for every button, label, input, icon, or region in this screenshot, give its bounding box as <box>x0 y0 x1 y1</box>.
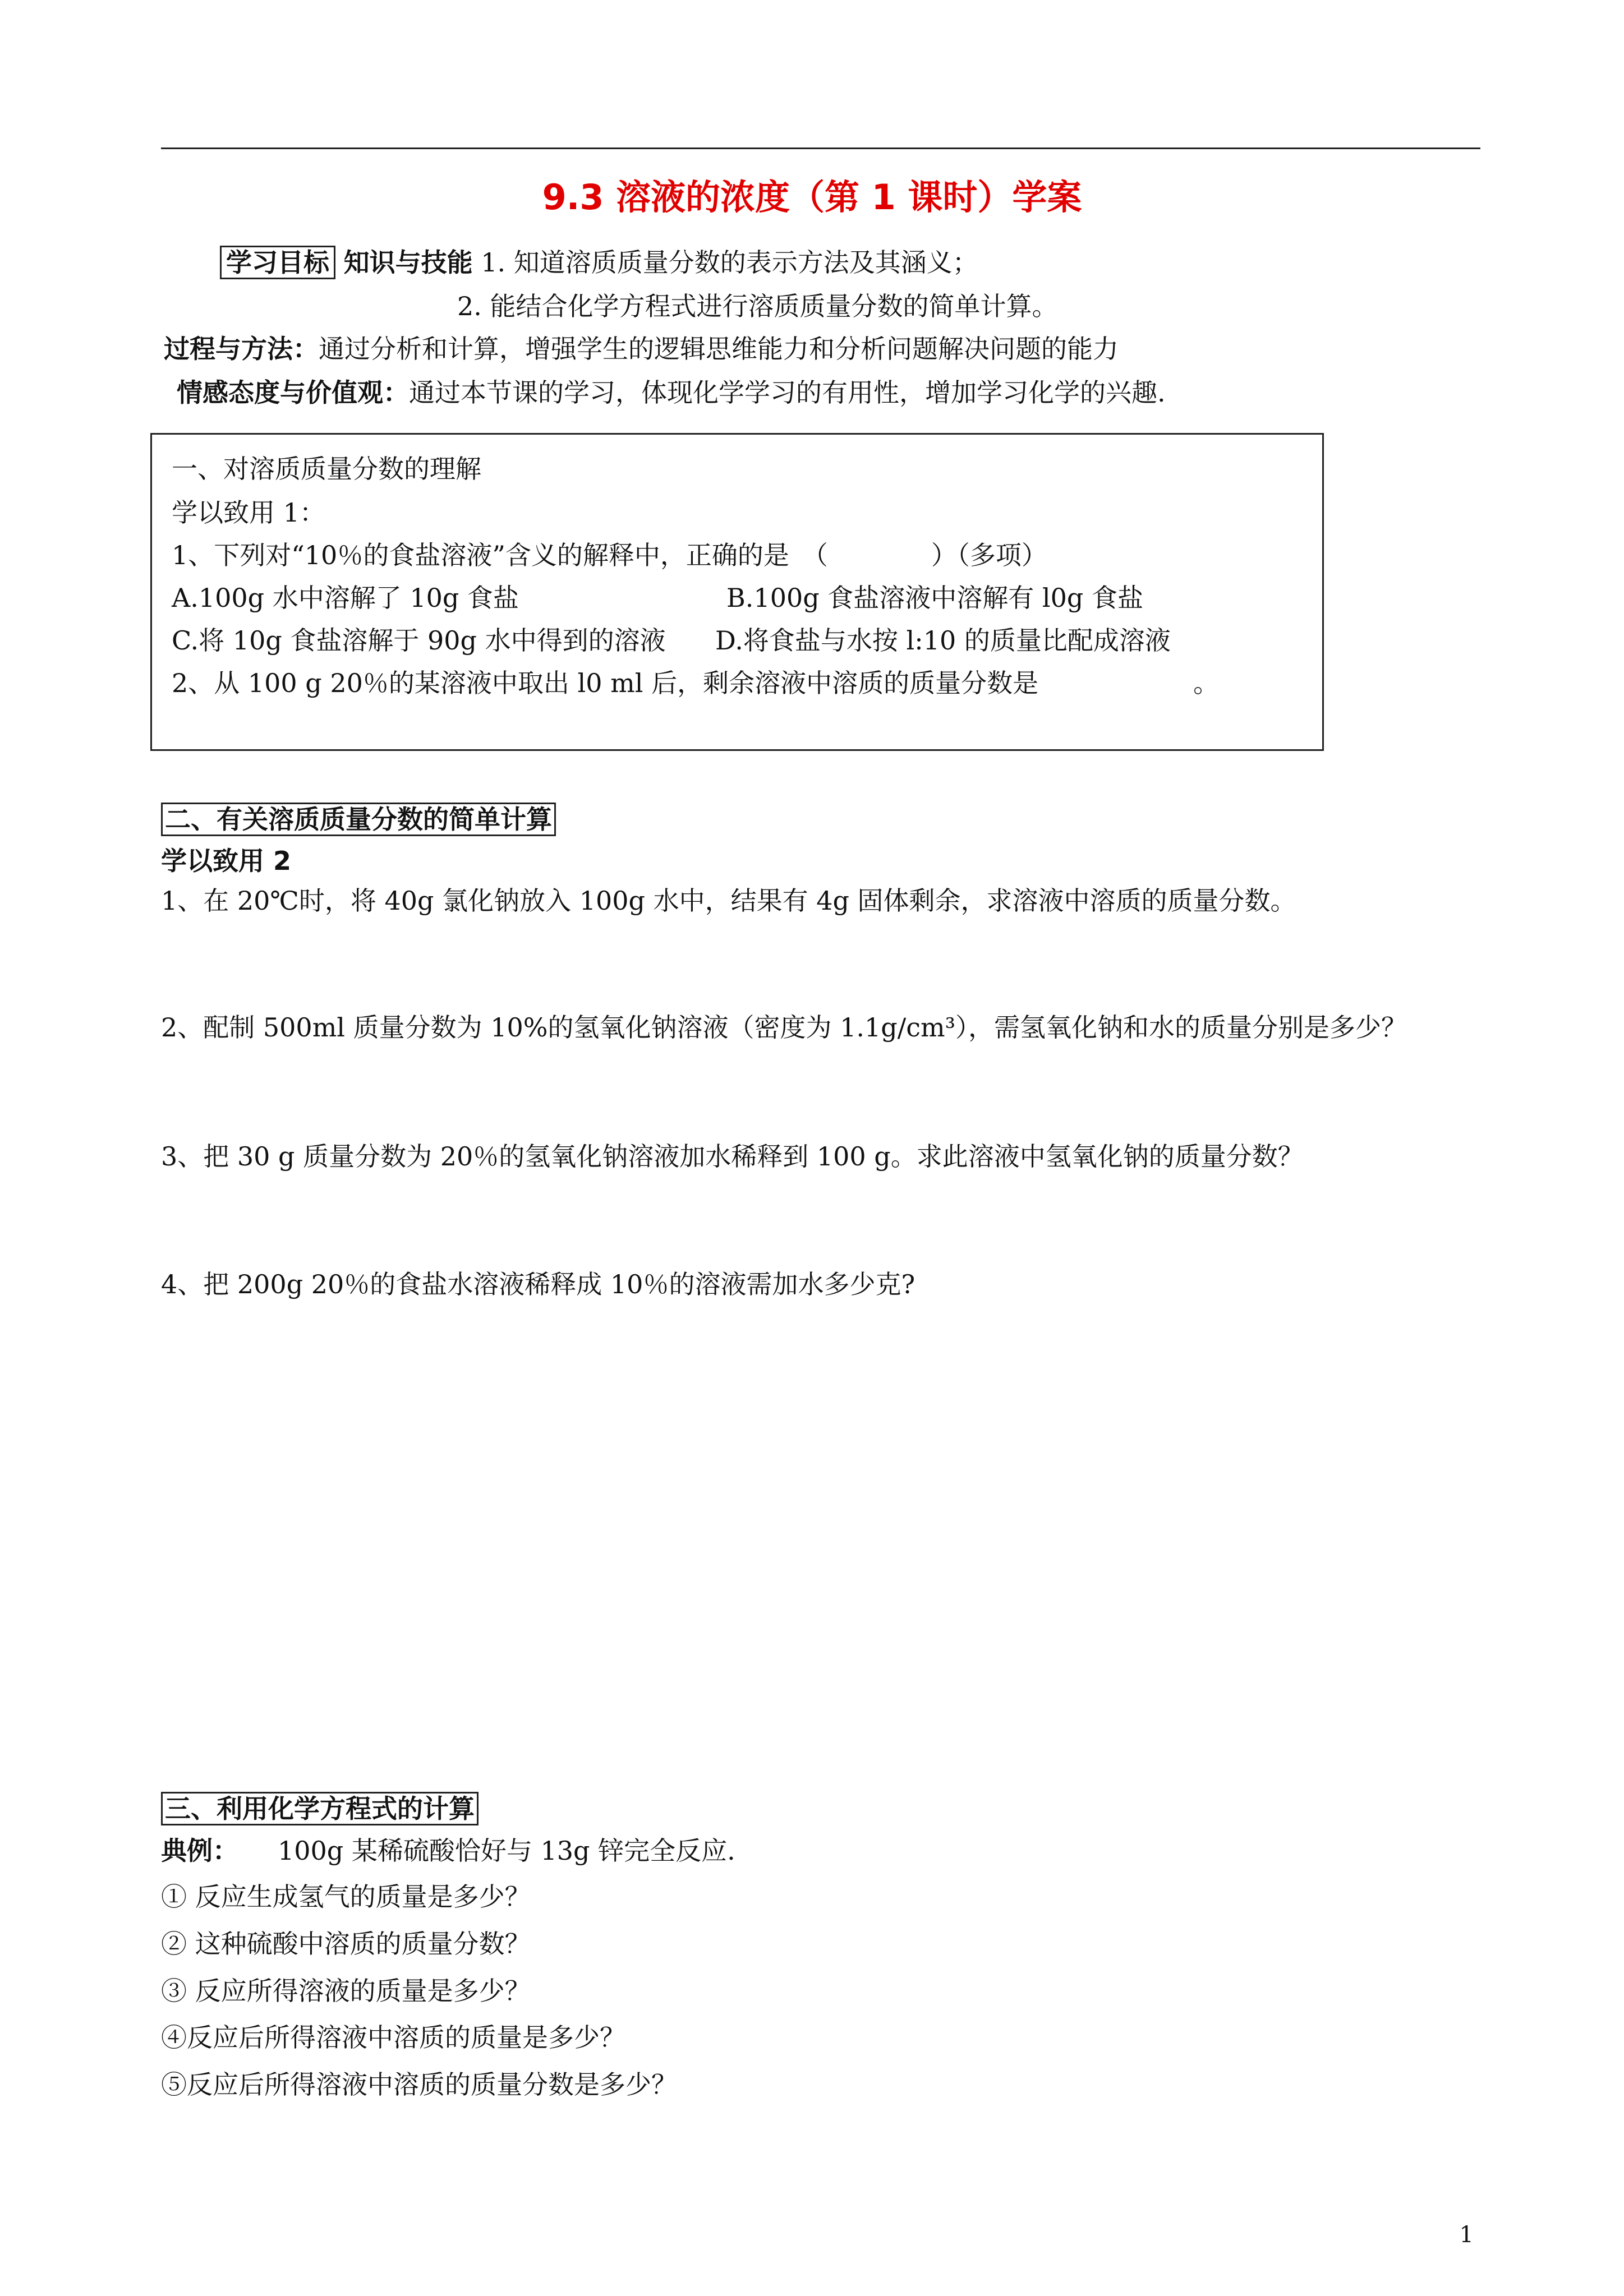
example-item-4: ④反应后所得溶液中溶质的质量是多少？ <box>161 2022 625 2053</box>
page-number: 1 <box>1459 2222 1474 2248</box>
section2-question-1: 1、在 20℃时，将 40g 氯化钠放入 100g 水中，结果有 4g 固体剩余，求溶液中溶质的质量分数。 <box>161 886 1296 916</box>
header-rule <box>161 147 1480 149</box>
objectives-line-1 <box>220 246 978 279</box>
objective-item-2: 2. 能结合化学方程式进行溶质质量分数的简单计算。 <box>457 291 1058 321</box>
section1-sub: 学以致用 1： <box>172 497 325 528</box>
section2-heading-wrap <box>161 803 556 836</box>
section2-heading: 二、有关溶质质量分数的简单计算 <box>161 803 556 836</box>
emotion-line <box>177 376 1166 409</box>
section1-question-2: 2、从 100 g 20％的某溶液中取出 l0 ml 后，剩余溶液中溶质的质量分数是 。 <box>172 668 1220 698</box>
example-item-3: ③ 反应所得溶液的质量是多少？ <box>161 1976 531 2006</box>
objectives-tag: 学习目标 <box>220 246 335 279</box>
section2-question-3: 3、把 30 g 质量分数为 20％的氢氧化钠溶液加水稀释到 100 g。求此溶液中氢氧化钠的质量分数？ <box>161 1141 1304 1172</box>
process-line <box>164 332 1119 366</box>
knowledge-label: 知识与技能 <box>343 247 473 278</box>
section3-heading: 三、利用化学方程式的计算 <box>161 1792 479 1825</box>
example-item-2: ② 这种硫酸中溶质的质量分数？ <box>161 1929 531 1959</box>
section2-question-2: 2、配制 500ml 质量分数为 10%的氢氧化钠溶液（密度为 1.1g/cm³），需氢氧化钠和水的质量分别是多少？ <box>161 1012 1407 1043</box>
example-text: 100g 某稀硫酸恰好与 13g 锌完全反应. <box>278 1836 735 1866</box>
objective-item-1: 1. 知道溶质质量分数的表示方法及其涵义； <box>481 247 978 278</box>
page-title: 9.3 溶液的浓度（第 1 课时）学案 <box>542 177 1082 218</box>
example-item-5: ⑤反应后所得溶液中溶质的质量分数是多少？ <box>161 2069 677 2100</box>
section2-question-4: 4、把 200g 20％的食盐水溶液稀释成 10％的溶液需加水多少克? <box>161 1269 915 1299</box>
option-a: A.100g 水中溶解了 10g 食盐 <box>172 583 519 613</box>
option-c: C.将 10g 食盐溶解于 90g 水中得到的溶液 <box>172 625 666 656</box>
emotion-label: 情感态度与价值观： <box>177 377 409 408</box>
section1-heading: 一、对溶质质量分数的理解 <box>172 454 481 484</box>
option-b: B.100g 食盐溶液中溶解有 l0g 食盐 <box>726 583 1143 613</box>
emotion-text: 通过本节课的学习，体现化学学习的有用性，增加学习化学的兴趣. <box>409 377 1166 408</box>
section1-question-1: 1、下列对“10％的食盐溶液”含义的解释中，正确的是 （ ）（多项） <box>172 540 1047 570</box>
process-text: 通过分析和计算，增强学生的逻辑思维能力和分析问题解决问题的能力 <box>319 334 1119 364</box>
section2-sub: 学以致用 2 <box>161 846 292 876</box>
example-item-1: ① 反应生成氢气的质量是多少？ <box>161 1882 531 1912</box>
example-line <box>161 1834 735 1868</box>
section3-heading-wrap <box>161 1792 479 1825</box>
example-label: 典例： <box>161 1836 238 1866</box>
option-d: D.将食盐与水按 l:10 的质量比配成溶液 <box>715 625 1171 656</box>
process-label: 过程与方法： <box>164 334 319 364</box>
